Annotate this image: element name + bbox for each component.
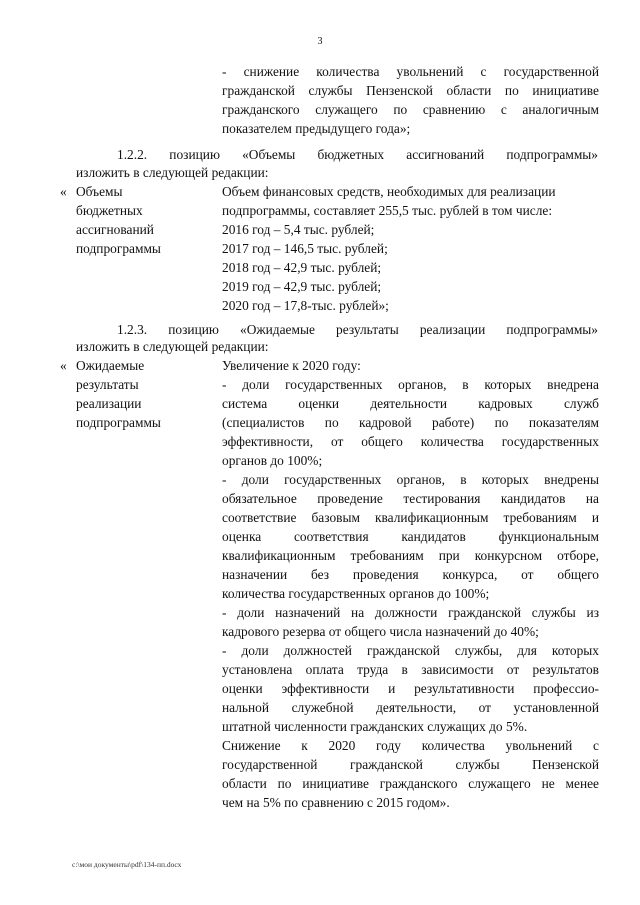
section-123-content-6: органов до 100%;	[222, 453, 323, 468]
section-123-content-23: области по инициативе гражданского служащего не менее	[222, 776, 599, 791]
top-block-line-3: гражданского служащего по сравнению с аналогичным	[222, 102, 599, 117]
section-122-content-4: 2017 год – 146,5 тыс. рублей;	[222, 241, 388, 256]
section-122-content-1: Объем финансовых средств, необходимых для реализации	[222, 184, 556, 199]
section-123-label-3: реализации	[76, 396, 142, 411]
top-block-line-1: - снижение количества увольнений с государственной	[222, 64, 599, 79]
section-122-content-5: 2018 год – 42,9 тыс. рублей;	[222, 260, 382, 275]
section-122-content-6: 2019 год – 42,9 тыс. рублей;	[222, 279, 382, 294]
section-123-subheading: изложить в следующей редакции:	[76, 339, 269, 354]
section-122-label-3: ассигнований	[76, 222, 154, 237]
section-123-label-4: подпрограммы	[76, 415, 161, 430]
section-122-label-2: бюджетных	[76, 203, 143, 218]
section-123-content-7: - доли государственных органов, в которых внедрены	[222, 472, 599, 487]
section-123-content-2: - доли государственных органов, в которых внедрена	[222, 377, 599, 392]
section-123-content-12: назначении без проведения конкурса, от общего	[222, 567, 599, 582]
section-123-content-15: кадрового резерва от общего числа назначений до 40%;	[222, 624, 539, 639]
section-123-label-2: результаты	[76, 377, 139, 392]
section-123-content-22: государственной гражданской службы Пензенской	[222, 757, 599, 772]
page-number: 3	[317, 36, 323, 47]
section-122-quote-mark: «	[60, 184, 67, 199]
section-123-quote-mark: «	[60, 358, 67, 373]
section-123-content-8: обязательное проведение тестирования кандидатов на	[222, 491, 599, 506]
section-123-content-16: - доли должностей гражданской службы, для которых	[222, 643, 599, 658]
top-block-line-2: гражданской службы Пензенской области по инициативе	[222, 83, 599, 98]
section-123-content-11: квалификационным требованиям при конкурсном отборе,	[222, 548, 599, 563]
section-123-content-21: Снижение к 2020 году количества увольнений с	[222, 738, 599, 753]
section-123-content-20: штатной численности гражданских служащих до 5%.	[222, 719, 528, 734]
section-123-content-5: эффективности, от общего количества государственных	[222, 434, 599, 449]
section-123-heading: 1.2.3. позицию «Ожидаемые результаты реализации подпрограммы»	[117, 322, 598, 337]
section-123-content-3: система оценки деятельности кадровых служб	[222, 396, 599, 411]
section-122-subheading: изложить в следующей редакции:	[76, 165, 269, 180]
section-123-content-17: установлена оплата труда в зависимости от результатов	[222, 662, 599, 677]
section-123-content-18: оценки эффективности и результативности профессио-	[222, 681, 599, 696]
section-123-content-24: чем на 5% по сравнению с 2015 годом».	[222, 795, 450, 810]
section-123-label-1: Ожидаемые	[76, 358, 145, 373]
section-122-label-4: подпрограммы	[76, 241, 161, 256]
section-123-content-13: количества государственных органов до 100%;	[222, 586, 490, 601]
section-123-content-10: оценка соответствия кандидатов функциональным	[222, 529, 599, 544]
section-122-content-7: 2020 год – 17,8-тыс. рублей»;	[222, 298, 389, 313]
section-123-content-9: соответствие базовым квалификационным требованиям и	[222, 510, 599, 525]
section-123-content-1: Увеличение к 2020 году:	[222, 358, 361, 373]
section-122-heading: 1.2.2. позицию «Объемы бюджетных ассигнований подпрограммы»	[117, 147, 598, 162]
top-block-line-4: показателем предыдущего года»;	[222, 121, 411, 136]
section-123-content-14: - доли назначений на должности гражданской службы из	[222, 605, 599, 620]
footer-file-path: c:\мои документы\pdf\134-пп.docx	[72, 860, 182, 869]
section-122-content-2: подпрограммы, составляет 255,5 тыс. рублей в том числе:	[222, 203, 553, 218]
section-122-content-3: 2016 год – 5,4 тыс. рублей;	[222, 222, 375, 237]
section-123-content-4: (специалистов по кадровой работе) по показателям	[222, 415, 599, 430]
section-123-content-19: нальной служебной деятельности, от установленной	[222, 700, 599, 715]
section-122-label-1: Объемы	[76, 184, 123, 199]
